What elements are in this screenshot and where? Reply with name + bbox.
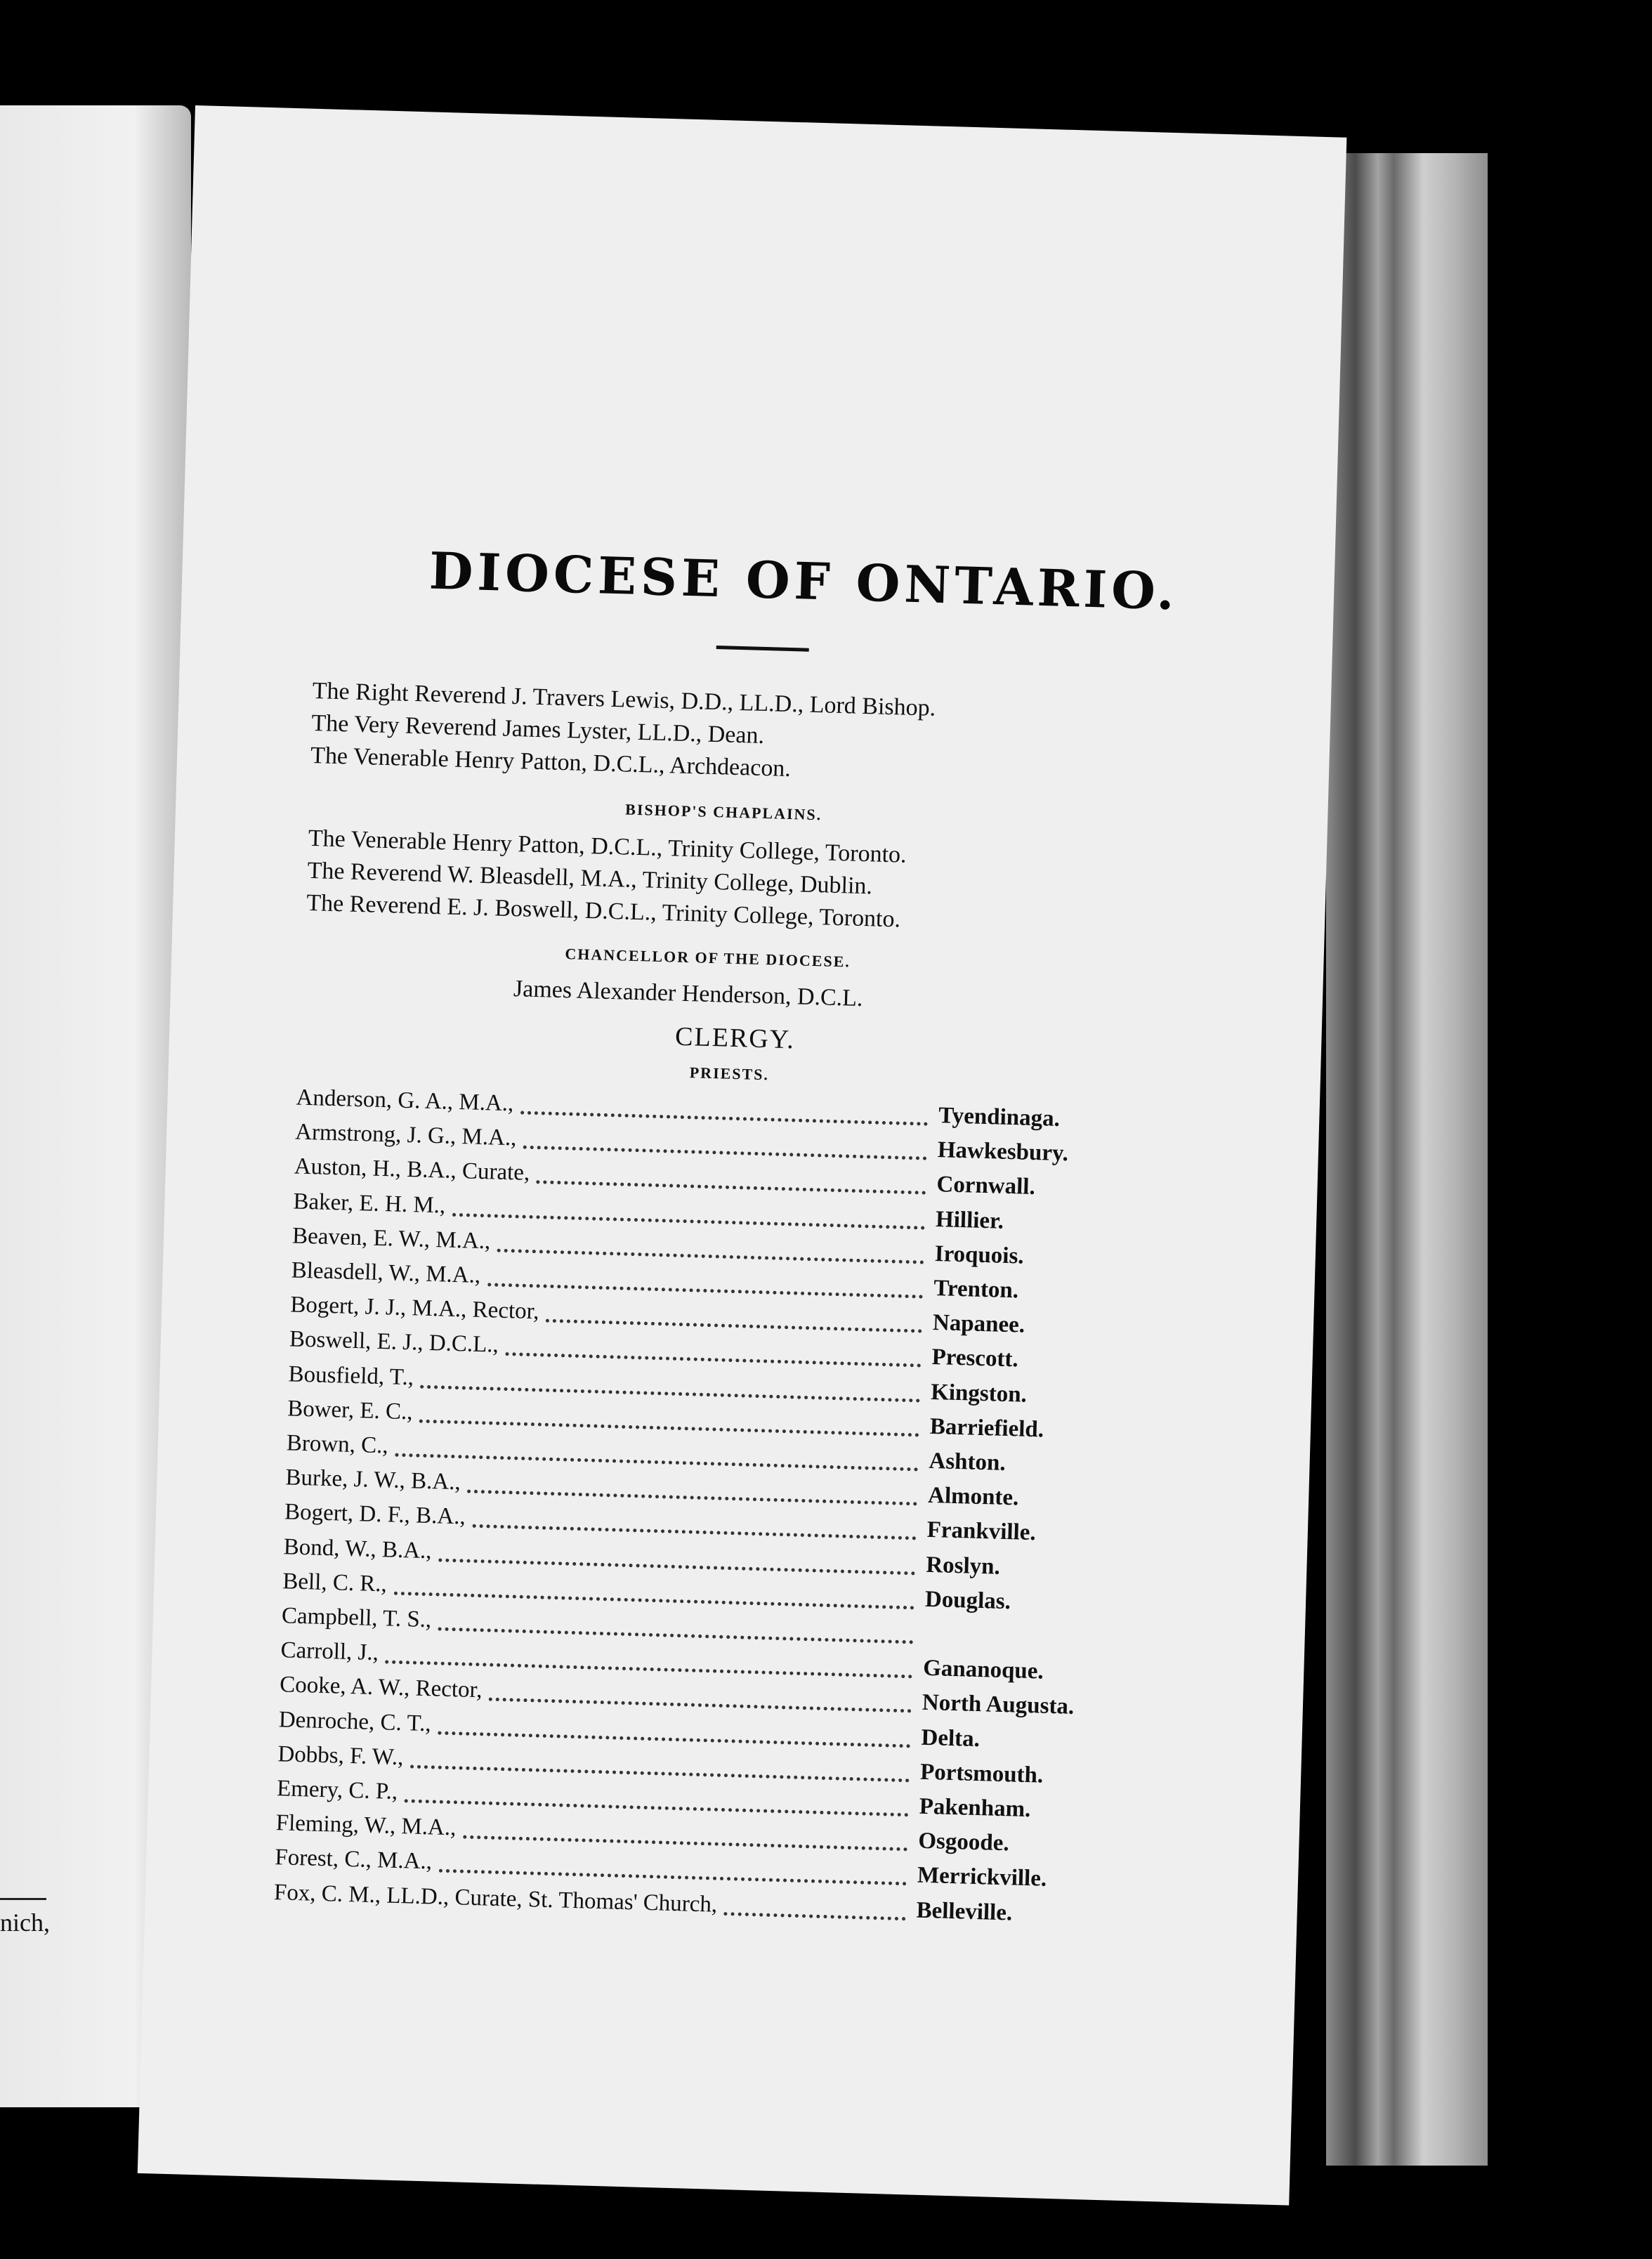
- priest-place: Almonte.: [927, 1483, 1019, 1511]
- chaplain-line: The Venerable Henry Patton, D.C.L., Trinity College, Toronto.: [308, 825, 907, 868]
- priest-place: Iroquois.: [934, 1240, 1025, 1269]
- priest-name: Campbell, T. S.,: [281, 1603, 432, 1633]
- priest-name: Fox, C. M., LL.D., Curate, St. Thomas' Church,: [273, 1879, 718, 1918]
- chaplains-heading: BISHOP'S CHAPLAINS.: [624, 800, 822, 824]
- leader-dots: [420, 1370, 920, 1402]
- page-edge: [1326, 153, 1488, 2166]
- left-page-rule: [0, 1898, 46, 1900]
- leader-dots: [467, 1476, 917, 1506]
- leader-dots: [394, 1578, 914, 1610]
- priest-place: Merrickville.: [917, 1863, 1047, 1892]
- leader-dots: [536, 1167, 926, 1195]
- priest-name: Bower, E. C.,: [287, 1396, 414, 1425]
- leader-dots: [438, 1613, 914, 1644]
- priest-place: Trenton.: [933, 1276, 1019, 1304]
- priest-place: Hillier.: [935, 1206, 1004, 1234]
- officer-line: The Right Reverend J. Travers Lewis, D.D., LL.D., Lord Bishop.: [312, 677, 936, 721]
- priests-heading: PRIESTS.: [689, 1063, 770, 1084]
- priest-name: Beaven, E. W., M.A.,: [291, 1223, 491, 1255]
- priest-name: Anderson, G. A., M.A.,: [296, 1085, 514, 1117]
- leader-dots: [395, 1439, 918, 1472]
- leader-dots: [419, 1405, 919, 1436]
- priest-place: Belleville.: [916, 1897, 1013, 1926]
- leader-dots: [405, 1785, 909, 1816]
- priest-place: Osgoode.: [917, 1828, 1010, 1857]
- page-title: DIOCESE OF ONTARIO.: [428, 540, 1179, 622]
- chancellor-name: James Alexander Henderson, D.C.L.: [513, 976, 863, 1012]
- book-page: [138, 105, 1347, 2206]
- priest-place: Frankville.: [926, 1517, 1037, 1546]
- priest-name: Burke, J. W., B.A.,: [285, 1465, 461, 1495]
- clergy-heading: CLERGY.: [674, 1021, 796, 1055]
- leader-dots: [523, 1132, 927, 1160]
- priest-place: Ashton.: [929, 1448, 1007, 1476]
- priest-place: Pakenham.: [919, 1793, 1031, 1823]
- priest-place: Barriefield.: [929, 1413, 1044, 1443]
- priest-name: Auston, H., B.A., Curate,: [294, 1153, 530, 1186]
- left-page-fragment: nich,: [0, 1908, 50, 1937]
- priest-name: Bond, W., B.A.,: [283, 1533, 433, 1564]
- priest-place: Cornwall.: [936, 1172, 1036, 1200]
- priest-name: Baker, E. H. M.,: [292, 1189, 446, 1219]
- chaplain-line: The Reverend E. J. Boswell, D.C.L., Trinity College, Toronto.: [306, 889, 901, 933]
- priest-place: Delta.: [921, 1724, 981, 1752]
- chaplain-line: The Reverend W. Bleasdell, M.A., Trinity College, Dublin.: [307, 857, 873, 900]
- leader-dots: [487, 1269, 923, 1298]
- leader-dots: [520, 1096, 928, 1125]
- priest-place: Prescott.: [931, 1344, 1019, 1373]
- priest-name: Armstrong, J. G., M.A.,: [294, 1119, 517, 1151]
- priest-name: Forest, C., M.A.,: [274, 1845, 433, 1875]
- officer-line: The Venerable Henry Patton, D.C.L., Archdeacon.: [310, 742, 792, 783]
- priest-place: North Augusta.: [922, 1690, 1075, 1720]
- priest-name: Bogert, J. J., M.A., Rector,: [289, 1292, 540, 1325]
- leader-dots: [546, 1305, 922, 1333]
- leader-dots: [463, 1821, 907, 1852]
- priest-name: Dobbs, F. W.,: [277, 1741, 404, 1770]
- leader-dots: [473, 1510, 917, 1540]
- leader-dots: [410, 1750, 910, 1782]
- priest-place: Kingston.: [930, 1379, 1028, 1408]
- priest-place: Tyendinaga.: [938, 1103, 1061, 1132]
- title-rule: [716, 646, 809, 652]
- priest-place: Hawkesbury.: [937, 1137, 1069, 1167]
- priest-place: Portsmouth.: [919, 1759, 1044, 1788]
- leader-dots: [385, 1646, 912, 1679]
- priest-name: Bell, C. R.,: [282, 1569, 388, 1597]
- priest-name: Brown, C.,: [286, 1430, 389, 1459]
- chancellor-heading: CHANCELLOR OF THE DIOCESE.: [565, 945, 851, 971]
- priest-name: Bogert, D. F., B.A.,: [284, 1499, 466, 1530]
- leader-dots: [438, 1717, 910, 1748]
- leader-dots: [489, 1684, 912, 1713]
- priest-name: Bousfield, T.,: [288, 1361, 414, 1390]
- priest-name: Emery, C. P.,: [276, 1776, 398, 1805]
- priest-name: Carroll, J.,: [280, 1637, 379, 1666]
- priest-name: Bleasdell, W., M.A.,: [291, 1257, 481, 1288]
- priest-place: Napanee.: [932, 1310, 1025, 1338]
- priest-place: Douglas.: [924, 1586, 1011, 1615]
- priest-place: Roslyn.: [925, 1552, 1001, 1580]
- leader-dots: [505, 1338, 921, 1368]
- leader-dots: [723, 1898, 906, 1920]
- priest-name: Boswell, E. J., D.C.L.,: [289, 1326, 499, 1358]
- leader-dots: [452, 1198, 925, 1229]
- leader-dots: [438, 1544, 915, 1575]
- leader-dots: [439, 1855, 907, 1886]
- priest-place: Gananoque.: [922, 1655, 1044, 1684]
- officer-line: The Very Reverend James Lyster, LL.D., Dean.: [310, 709, 765, 749]
- priest-name: Fleming, W., M.A.,: [275, 1810, 457, 1841]
- priest-name: Cooke, A. W., Rector,: [279, 1672, 483, 1703]
- priest-name: Denroche, C. T.,: [278, 1706, 432, 1736]
- leader-dots: [497, 1234, 924, 1264]
